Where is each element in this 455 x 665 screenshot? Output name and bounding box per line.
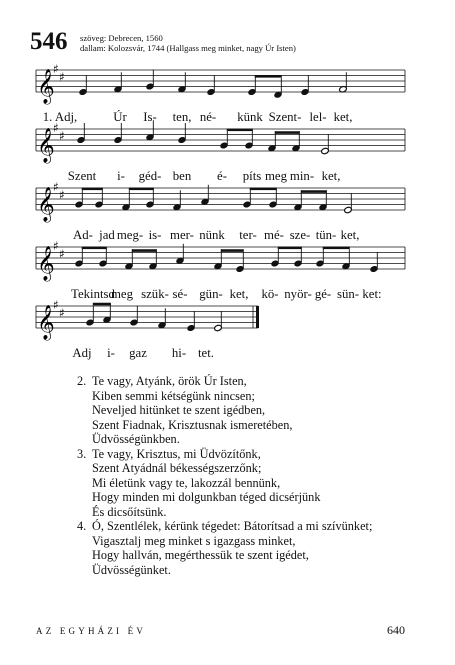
verse-4 xyxy=(77,519,372,577)
treble-clef-icon: 𝄞 xyxy=(37,246,55,281)
lyric-syllable: meg xyxy=(264,169,288,183)
lyric-syllable: gün- xyxy=(199,287,223,301)
sharp-icon: ♯ xyxy=(53,298,59,312)
beam xyxy=(323,247,350,250)
music-system-2 xyxy=(36,120,405,183)
lyric-syllable: Szent xyxy=(67,169,97,183)
beam xyxy=(301,190,327,193)
verse-number: 3. xyxy=(77,446,87,461)
beam xyxy=(129,188,154,191)
sharp-icon: ♯ xyxy=(59,247,65,261)
lyric-syllable: min- xyxy=(289,169,315,183)
beam xyxy=(82,247,107,250)
lyric-syllable: lel- xyxy=(309,110,327,124)
page-number: 640 xyxy=(387,623,405,637)
lyric-syllable: ket, xyxy=(340,228,360,242)
sharp-icon: ♯ xyxy=(59,306,65,320)
lyric-syllable: ter- xyxy=(239,228,257,242)
text-credit: szöveg: Debrecen, 1560 xyxy=(80,33,163,43)
lyric-syllable: Tekintsd xyxy=(71,287,115,301)
verse-line: Vigasztalj meg minket s igazgass minket, xyxy=(92,533,296,548)
verse-number: 4. xyxy=(77,519,87,533)
sharp-icon: ♯ xyxy=(59,129,65,143)
verse-line: Szent Fiadnak, Krisztusnak ismeretében, xyxy=(92,417,293,432)
lyric-syllable: sze- xyxy=(289,228,311,242)
sharp-icon: ♯ xyxy=(59,70,65,84)
lyric-syllable: ben xyxy=(172,169,192,183)
lyric-syllable: nünk xyxy=(199,228,225,242)
music-system-1 xyxy=(36,62,405,124)
treble-clef-icon: 𝄞 xyxy=(37,69,55,104)
lyric-syllable: jad xyxy=(99,228,115,242)
hymn-number: 546 xyxy=(30,28,68,55)
lyric-syllable: ket: xyxy=(362,287,382,301)
verse-2 xyxy=(77,374,372,447)
lyric-syllable: Úr xyxy=(113,110,127,124)
sharp-icon: ♯ xyxy=(53,180,59,194)
verse-line: És dicsőítsünk. xyxy=(92,504,167,519)
lyric-syllable: mé- xyxy=(264,228,284,242)
lyric-syllable: Ad- xyxy=(73,228,93,242)
beam xyxy=(82,188,103,191)
beam xyxy=(278,247,302,250)
lyric-syllable: nyör- xyxy=(284,287,312,301)
lyric-syllable: künk xyxy=(237,110,263,124)
verse-line: Mi életünk vagy te, lakozzál bennünk, xyxy=(92,475,281,490)
treble-clef-icon: 𝄞 xyxy=(37,128,55,163)
section-title: AZ EGYHÁZI ÉV xyxy=(36,626,147,636)
verse-line: Te vagy, Atyánk, örök Úr Isten, xyxy=(92,374,247,388)
lyric-syllable: ket, xyxy=(229,287,249,301)
lyric-syllable: né- xyxy=(199,110,217,124)
lyric-syllable: tün- xyxy=(315,228,337,242)
verses xyxy=(77,374,372,577)
verse-line: Üdvösségünket. xyxy=(92,562,171,577)
lyric-syllable: 1. Adj, xyxy=(42,110,78,124)
sharp-icon: ♯ xyxy=(53,121,59,135)
verse-line: Te vagy, Krisztus, mi Üdvözítőnk, xyxy=(92,446,261,461)
treble-clef-icon: 𝄞 xyxy=(37,305,55,340)
lyric-syllable: hi- xyxy=(171,346,187,360)
lyric-syllable: é- xyxy=(217,169,227,183)
treble-clef-icon: 𝄞 xyxy=(37,187,55,222)
lyric-syllable: i- xyxy=(107,346,115,360)
lyric-syllable: is- xyxy=(148,228,162,242)
verse-line: Szent Atyádnál békességszerzőnk; xyxy=(92,461,262,475)
lyric-syllable: szük- xyxy=(141,287,169,301)
tune-credit: dallam: Kolozsvár, 1744 (Hallgass meg minket, nagy Úr Isten) xyxy=(80,43,296,54)
lyric-syllable: meg- xyxy=(116,228,144,242)
verse-line: Hogy hallván, megérthessük te szent igédet, xyxy=(92,548,309,562)
music-system-5 xyxy=(36,298,259,360)
lyric-syllable: ket, xyxy=(321,169,341,183)
lyric-syllable: i- xyxy=(117,169,125,183)
lyric-syllable: kö- xyxy=(261,287,279,301)
lyric-syllable: ket, xyxy=(333,110,353,124)
lyric-syllable: Adj xyxy=(72,346,92,360)
lyric-syllable: sün- xyxy=(336,287,360,301)
lyric-syllable: tet. xyxy=(198,346,214,360)
verse-line: Kiben semmi kétségünk nincsen; xyxy=(92,388,255,403)
lyric-syllable: Is- xyxy=(143,110,157,124)
sharp-icon: ♯ xyxy=(59,188,65,202)
verse-line: Üdvösségünkben. xyxy=(92,432,180,446)
music-system-4 xyxy=(36,239,405,301)
beam xyxy=(255,75,282,78)
lyric-syllable: píts xyxy=(242,169,262,183)
lyric-syllable: Szent- xyxy=(268,110,302,124)
sharp-icon: ♯ xyxy=(53,62,59,76)
lyric-syllable: géd- xyxy=(138,169,162,183)
beam xyxy=(221,249,244,252)
beam xyxy=(250,188,277,191)
lyric-syllable: gaz xyxy=(129,346,147,360)
sharp-icon: ♯ xyxy=(53,239,59,253)
lyric-syllable: sé- xyxy=(172,287,188,301)
lyric-syllable: ten, xyxy=(172,110,192,124)
beam xyxy=(93,303,111,306)
beam xyxy=(275,131,300,134)
beam xyxy=(227,129,253,132)
beam xyxy=(132,249,157,252)
verse-line: Hogy minden mi dolgunkban téged dicsérjünk xyxy=(92,490,321,504)
lyric-syllable: mer- xyxy=(170,228,194,242)
verse-line: Ó, Szentlélek, kérünk tégedet: Bátorítsad a mi szívünket; xyxy=(92,519,373,533)
verse-line: Neveljed hitünket te szent igédben, xyxy=(92,403,266,417)
music-system-3 xyxy=(36,180,405,242)
lyric-syllable: gé- xyxy=(314,287,332,301)
verse-number: 2. xyxy=(77,374,87,388)
lyric-syllable: meg xyxy=(110,287,134,301)
verse-3 xyxy=(77,447,372,520)
